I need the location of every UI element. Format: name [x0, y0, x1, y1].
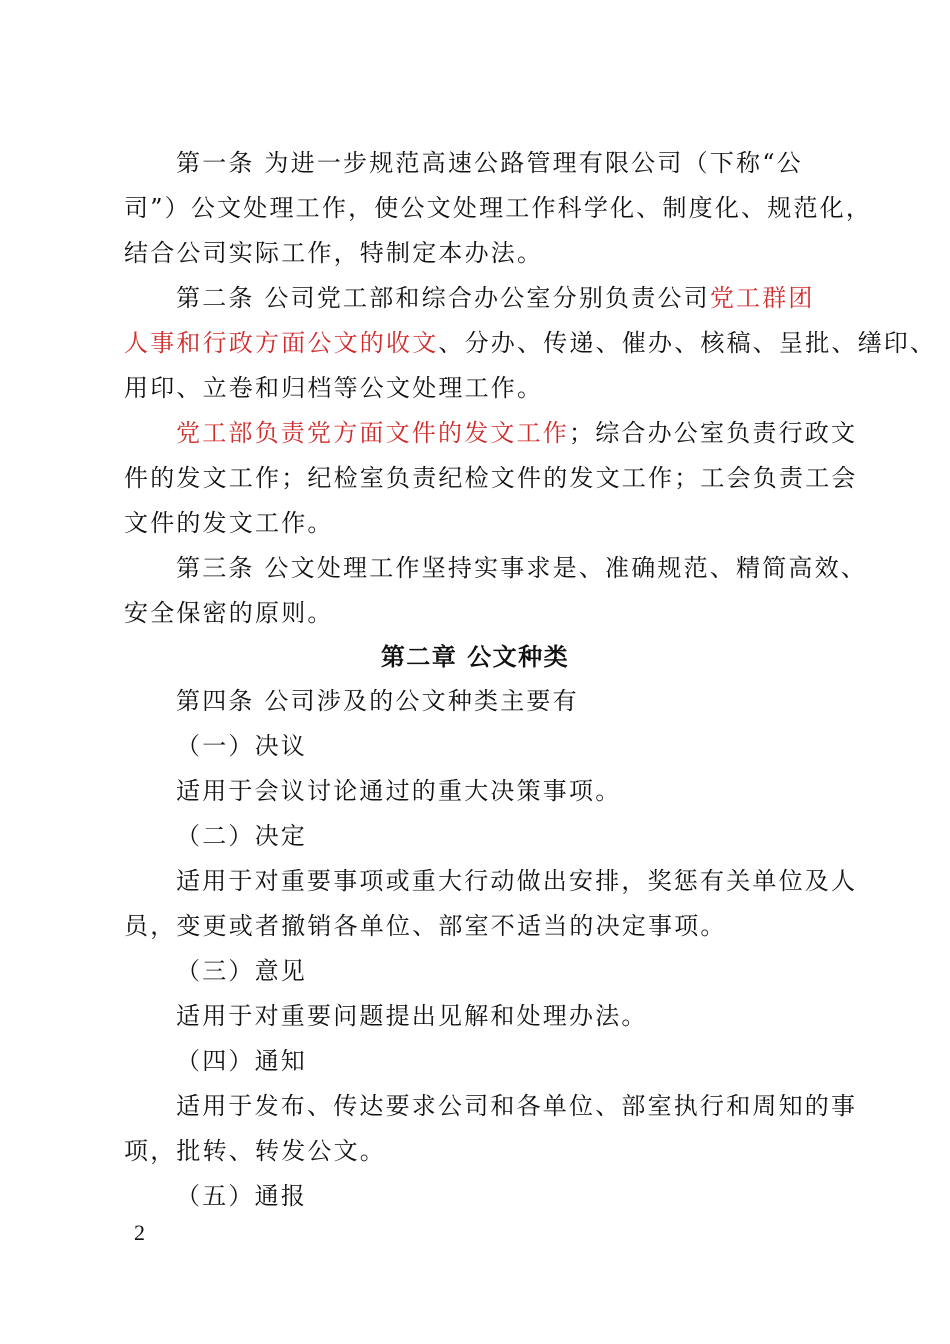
type-2-description-line-1: 适用于对重要事项或重大行动做出安排，奖惩有关单位及人 — [176, 867, 858, 895]
type-4-description-line-1: 适用于发布、传达要求公司和各单位、部室执行和周知的事 — [176, 1092, 858, 1120]
highlighted-text: 党工群团 — [709, 284, 815, 312]
highlighted-text: 党工部负责党方面文件的发文工作 — [176, 419, 569, 447]
article-2-line-1 — [176, 283, 815, 313]
article-2-text: 第二条 公司党工部和综合办公室分别负责公司 — [176, 284, 710, 312]
article-1-line-2: 司”）公文处理工作，使公文处理工作科学化、制度化、规范化， — [124, 194, 873, 222]
page-number: 2 — [134, 1220, 145, 1245]
article-2-text: 、分办、传递、催办、核稿、呈批、缮印、 — [438, 329, 937, 357]
type-2-description-line-2: 员，变更或者撤销各单位、部室不适当的决定事项。 — [124, 912, 727, 940]
dispatch-line-2: 件的发文工作；纪检室负责纪检文件的发文工作；工会负责工会 — [124, 464, 858, 492]
dispatch-line-1 — [176, 418, 857, 448]
article-2-line-2 — [124, 328, 936, 358]
type-4-description-line-2: 项，批转、转发公文。 — [124, 1137, 386, 1165]
dispatch-line-3: 文件的发文工作。 — [124, 509, 334, 537]
type-1-description: 适用于会议讨论通过的重大决策事项。 — [176, 777, 622, 805]
article-3-line-2: 安全保密的原则。 — [124, 599, 334, 627]
dispatch-text: ；综合办公室负责行政文 — [569, 419, 858, 447]
article-2-line-3: 用印、立卷和归档等公文处理工作。 — [124, 374, 544, 402]
type-3-heading: （三）意见 — [176, 957, 307, 985]
chapter-heading: 第二章 公文种类 — [380, 643, 570, 671]
article-4-line-1: 第四条 公司涉及的公文种类主要有 — [176, 687, 579, 715]
type-5-heading: （五）通报 — [176, 1182, 307, 1210]
type-2-heading: （二）决定 — [176, 822, 307, 850]
type-4-heading: （四）通知 — [176, 1047, 307, 1075]
article-1-line-1: 第一条 为进一步规范高速公路管理有限公司（下称“公 — [176, 149, 803, 177]
type-1-heading: （一）决议 — [176, 732, 307, 760]
highlighted-text: 人事和行政方面公文的收文 — [124, 329, 439, 357]
article-1-line-3: 结合公司实际工作，特制定本办法。 — [124, 239, 544, 267]
article-3-line-1: 第三条 公文处理工作坚持实事求是、准确规范、精简高效、 — [176, 554, 868, 582]
type-3-description: 适用于对重要问题提出见解和处理办法。 — [176, 1002, 648, 1030]
